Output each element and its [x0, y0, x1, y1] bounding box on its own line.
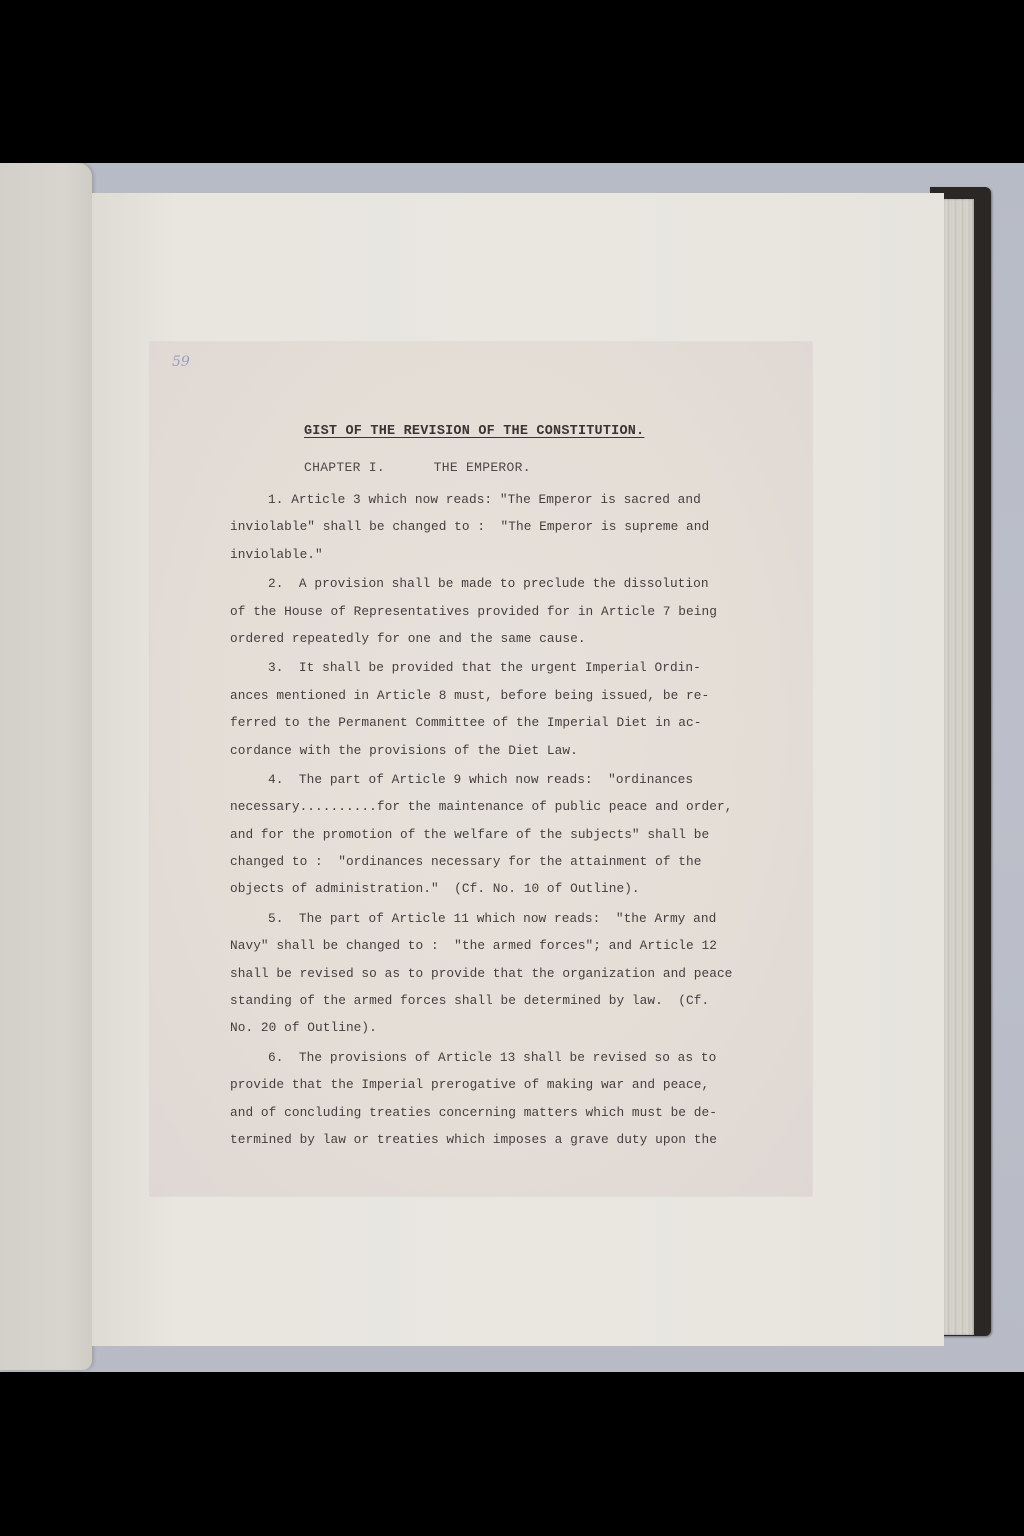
text-line: The provisions of Article 13 shall be revised so as to	[291, 1049, 717, 1065]
paragraph-number: 3.	[268, 660, 284, 676]
text-line: standing of the armed forces shall be determined by law. (Cf.	[230, 993, 710, 1009]
text-line: ordered repeatedly for one and the same cause.	[230, 630, 586, 646]
text-line: cordance with the provisions of the Diet Law.	[230, 742, 578, 758]
text-line: ances mentioned in Article 8 must, before being issued, be re-	[230, 687, 710, 703]
paragraph-2	[230, 570, 770, 652]
text-line: termined by law or treaties which imposes a grave duty upon the	[230, 1131, 717, 1147]
text-line: and for the promotion of the welfare of the subjects" shall be	[230, 826, 710, 842]
text-line: shall be revised so as to provide that the organization and peace	[230, 965, 733, 981]
book-page-edges	[944, 199, 974, 1335]
text-line: and of concluding treaties concerning matters which must be de-	[230, 1104, 717, 1120]
paragraph-number: 2.	[268, 576, 284, 592]
text-line: of the House of Representatives provided for in Article 7 being	[230, 603, 717, 619]
typewritten-document	[150, 342, 812, 1196]
paragraph-5	[230, 905, 770, 1042]
text-line: Article 3 which now reads: "The Emperor is sacred and	[291, 492, 701, 507]
text-line: inviolable."	[230, 546, 323, 562]
paragraph-number: 6.	[268, 1049, 284, 1065]
text-line: The part of Article 11 which now reads: "the Army and	[291, 910, 717, 926]
left-page-curled	[0, 163, 92, 1370]
text-line: No. 20 of Outline).	[230, 1020, 377, 1036]
text-line: A provision shall be made to preclude the dissolution	[291, 576, 709, 592]
top-black-band	[0, 0, 1024, 163]
paragraph-4	[230, 766, 770, 903]
paragraph-1	[230, 486, 770, 568]
paragraph-number: 4.	[268, 771, 284, 787]
paragraph-number: 1.	[268, 492, 284, 507]
text-line: changed to : "ordinances necessary for the attainment of the	[230, 854, 702, 870]
text-line: Navy" shall be changed to : "the armed forces"; and Article 12	[230, 938, 717, 954]
text-line: The part of Article 9 which now reads: "ordinances	[291, 771, 694, 787]
text-line: It shall be provided that the urgent Imperial Ordin-	[291, 660, 701, 676]
document-title: GIST OF THE REVISION OF THE CONSTITUTION.	[304, 424, 645, 439]
text-line: provide that the Imperial prerogative of making war and peace,	[230, 1077, 710, 1093]
bottom-black-band	[0, 1372, 1024, 1536]
chapter-heading: CHAPTER I. THE EMPEROR.	[304, 460, 531, 475]
text-line: objects of administration." (Cf. No. 10 of Outline).	[230, 881, 640, 897]
folio-number: 59	[172, 354, 190, 370]
text-line: inviolable" shall be changed to : "The Emperor is supreme and	[230, 519, 710, 535]
text-line: necessary..........for the maintenance of public peace and order,	[230, 799, 733, 815]
text-line: ferred to the Permanent Committee of the Imperial Diet in ac-	[230, 715, 702, 731]
paragraph-number: 5.	[268, 910, 284, 926]
paragraph-3	[230, 654, 770, 764]
document-body	[230, 486, 770, 1155]
paragraph-6	[230, 1044, 770, 1154]
